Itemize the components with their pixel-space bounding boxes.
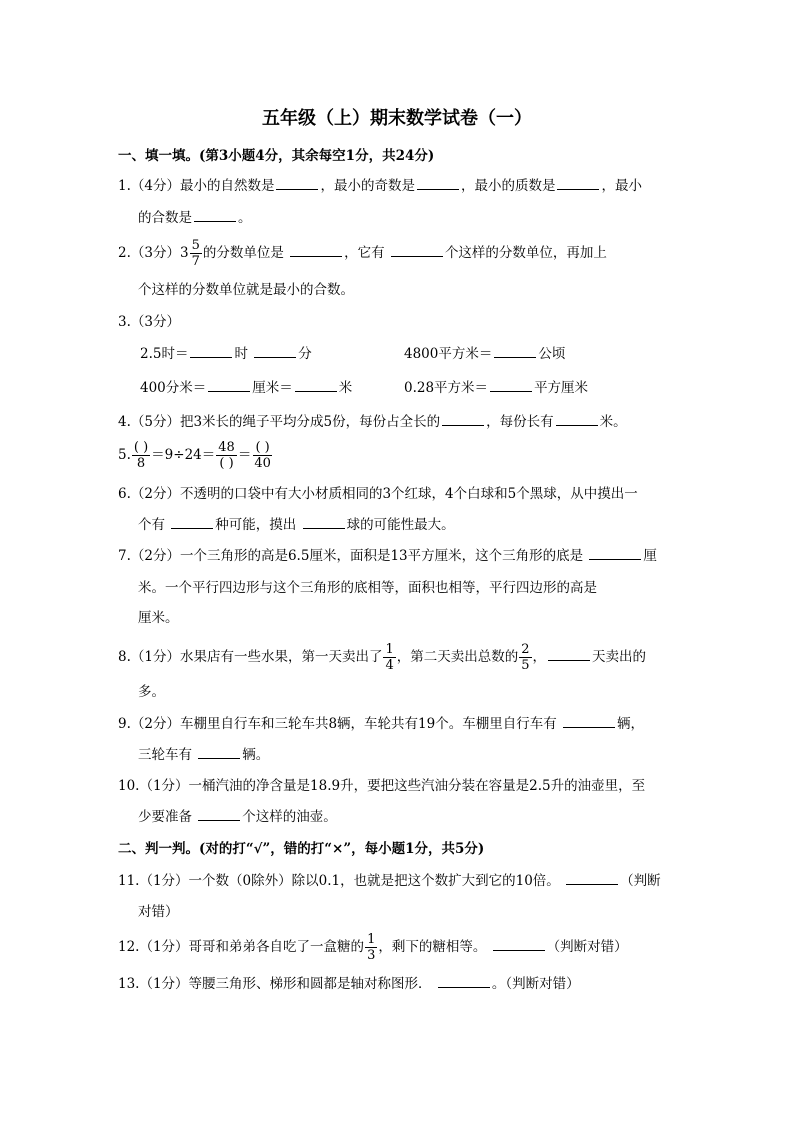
answer-blank[interactable] — [548, 648, 590, 661]
text: 4800平方米＝ — [404, 346, 493, 362]
text: 厘米＝ — [252, 380, 293, 396]
answer-blank[interactable] — [171, 516, 213, 529]
text: 时 — [234, 346, 248, 362]
text: 个这样的油壶。 — [242, 809, 337, 825]
text: 分 — [298, 346, 312, 362]
text: 辆。 — [242, 747, 270, 763]
text: ＝ — [237, 447, 252, 463]
text: 9.（2分）车棚里自行车和三轮车共8辆，车轮共有19个。车棚里自行车有 — [118, 716, 557, 732]
text: ，最小的奇数是 — [320, 178, 415, 194]
question-3-row-2-right — [404, 378, 588, 398]
text: 辆， — [617, 716, 645, 732]
text: 天卖出的 — [592, 649, 647, 665]
question-6-line-1: 6.（2分）不透明的口袋中有大小材质相同的3个红球，4个白球和5个黑球，从中摸出一 — [118, 486, 638, 502]
text: 三轮车有 — [138, 747, 192, 763]
page-title: 五年级（上）期末数学试卷（一） — [262, 108, 532, 129]
text: ，每份长有 — [486, 414, 554, 430]
answer-blank[interactable] — [493, 938, 545, 951]
text: 少要准备 — [138, 809, 192, 825]
question-11-line-1 — [118, 871, 661, 891]
text: ，最小 — [601, 178, 642, 194]
answer-blank[interactable] — [589, 547, 641, 560]
section-1-heading: 一、填一填。(第3小题4分，其余每空1分，共24分) — [118, 148, 435, 164]
answer-blank[interactable] — [295, 379, 337, 392]
answer-blank[interactable] — [563, 715, 615, 728]
answer-blank[interactable] — [490, 379, 532, 392]
question-8-line-1 — [118, 642, 646, 673]
answer-blank[interactable] — [303, 516, 345, 529]
answer-blank[interactable] — [198, 746, 240, 759]
numerator: 5 — [191, 238, 200, 253]
text: 400分米＝ — [140, 380, 207, 396]
text: 0.28平方米＝ — [404, 380, 489, 396]
denominator: 4 — [385, 658, 394, 673]
question-6-line-2 — [138, 515, 455, 535]
text: 米。 — [599, 414, 627, 430]
numerator: ( ) — [133, 440, 149, 455]
text: 5. — [118, 447, 131, 463]
question-2-line-1 — [118, 238, 607, 269]
text: 球的可能性最大。 — [346, 517, 455, 533]
question-9-line-2 — [138, 745, 269, 765]
text: 的合数是 — [138, 210, 192, 226]
text: ，它有 — [344, 245, 385, 261]
text: 12.（1分）哥哥和弟弟各自吃了一盒糖的 — [118, 939, 365, 955]
text: 米 — [338, 380, 353, 396]
text: 。（判断对错） — [491, 976, 580, 992]
denominator: 3 — [367, 948, 376, 963]
text: 13.（1分）等腰三角形、梯形和圆都是轴对称图形． — [118, 976, 432, 992]
question-7-line-1 — [118, 546, 657, 566]
text: 厘 — [643, 548, 657, 564]
text: ，剩下的糖相等。 — [378, 939, 487, 955]
answer-blank[interactable] — [391, 244, 443, 257]
answer-blank[interactable] — [494, 345, 536, 358]
question-10-line-1: 10.（1分）一桶汽油的净含量是18.9升，要把这些汽油分装在容量是2.5升的油壶里，至 — [118, 778, 646, 794]
question-5 — [118, 440, 274, 471]
question-3-heading: 3.（3分） — [118, 314, 180, 330]
text: 4.（5分）把3米长的绳子平均分成5份，每份占全长的 — [118, 414, 441, 430]
text: 2.（3分）3 — [118, 245, 189, 261]
denominator: ( ) — [219, 456, 234, 471]
fraction — [519, 642, 531, 673]
denominator: 40 — [254, 456, 271, 471]
answer-blank[interactable] — [557, 177, 599, 190]
text: 11.（1分）一个数（0除外）除以0.1，也就是把这个数扩大到它的10倍。 — [118, 873, 560, 889]
text: 个这样的分数单位，再加上 — [444, 245, 607, 261]
answer-blank[interactable] — [190, 345, 232, 358]
question-7-line-3: 厘米。 — [138, 610, 179, 626]
question-1-line-2 — [138, 208, 252, 228]
answer-blank[interactable] — [556, 413, 598, 426]
denominator: 5 — [521, 658, 530, 673]
question-7-line-2: 米。一个平行四边形与这个三角形的底相等，面积也相等，平行四边形的高是 — [138, 580, 597, 596]
text: 公顷 — [538, 346, 566, 362]
answer-blank[interactable] — [208, 379, 250, 392]
text: （判断对错） — [546, 939, 628, 955]
answer-blank[interactable] — [290, 244, 342, 257]
numerator: 48 — [218, 440, 235, 455]
question-8-line-2: 多。 — [138, 684, 165, 700]
question-12 — [118, 932, 628, 963]
question-3-row-1-left — [140, 344, 312, 364]
question-11-line-2: 对错） — [138, 904, 179, 920]
text: ， — [532, 649, 547, 665]
text: 8.（1分）水果店有一些水果，第一天卖出了 — [118, 649, 383, 665]
fraction — [383, 642, 395, 673]
text: ，第二天卖出总数的 — [396, 649, 519, 665]
question-13 — [118, 974, 580, 994]
text: （判断 — [620, 873, 661, 889]
text: 个有 — [138, 517, 165, 533]
question-4 — [118, 412, 627, 432]
answer-blank[interactable] — [442, 413, 484, 426]
numerator: ( ) — [255, 440, 270, 455]
numerator: 1 — [385, 642, 394, 657]
fraction — [216, 440, 237, 471]
answer-blank[interactable] — [254, 345, 296, 358]
text: 种可能，摸出 — [215, 517, 297, 533]
text: 平方厘米 — [534, 380, 589, 396]
question-9-line-1 — [118, 714, 644, 734]
question-2-line-2: 个这样的分数单位就是最小的合数。 — [138, 282, 354, 298]
answer-blank[interactable] — [194, 209, 236, 222]
text: 的分数单位是 — [202, 245, 284, 261]
question-3-row-1-right — [404, 344, 565, 364]
answer-blank[interactable] — [438, 975, 490, 988]
text: 7.（2分）一个三角形的高是6.5厘米，面积是13平方厘米，这个三角形的底是 — [118, 548, 584, 564]
text: 1.（4分）最小的自然数是 — [118, 178, 275, 194]
fraction — [252, 440, 273, 471]
answer-blank[interactable] — [566, 872, 618, 885]
section-2-heading: 二、判一判。(对的打“√”，错的打“×”，每小题1分，共5分) — [118, 841, 485, 857]
fraction — [365, 932, 377, 963]
numerator: 1 — [367, 932, 376, 947]
numerator: 2 — [521, 642, 530, 657]
question-1-line-1 — [118, 176, 642, 196]
answer-blank[interactable] — [276, 177, 318, 190]
fraction — [132, 440, 150, 471]
question-3-row-2-left — [140, 378, 352, 398]
answer-blank[interactable] — [417, 177, 459, 190]
text: ，最小的质数是 — [460, 178, 556, 194]
fraction — [190, 238, 202, 269]
question-10-line-2 — [138, 807, 337, 827]
answer-blank[interactable] — [198, 808, 240, 821]
text: 2.5时＝ — [140, 346, 189, 362]
text: 。 — [238, 210, 252, 226]
denominator: 7 — [191, 254, 200, 269]
denominator: 8 — [136, 456, 146, 471]
text: ＝9÷24＝ — [151, 447, 216, 463]
